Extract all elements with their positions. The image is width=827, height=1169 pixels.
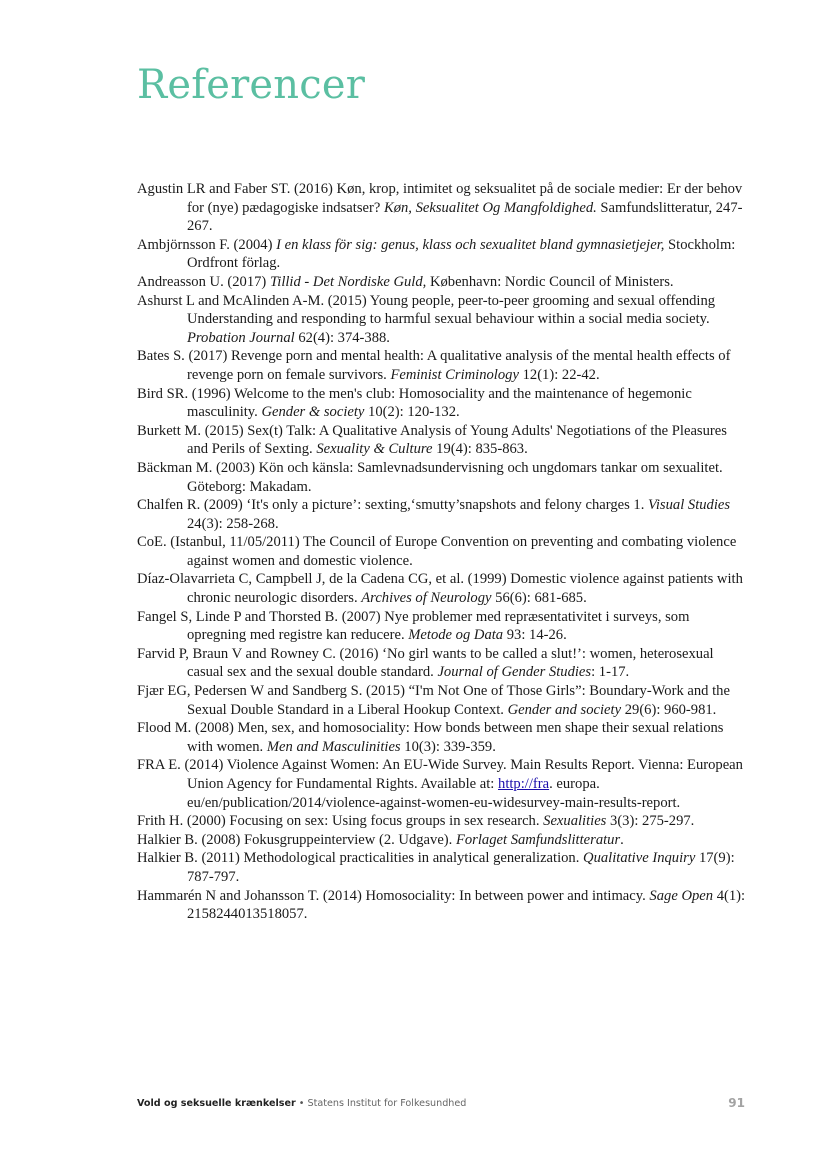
reference-entry — [137, 756, 747, 812]
reference-source-title: Sexualities — [543, 813, 607, 830]
reference-text: 4(1): 2158244013518057. — [187, 887, 746, 923]
reference-source-title: Forlaget Samfundslitteratur — [455, 831, 621, 848]
reference-entry — [137, 496, 747, 533]
reference-text: Bäckman M. (2003) Kön och känsla: Samlevnadsundervisning och ungdomars tankar om sexualitet. Göteborg: Makadam. — [137, 459, 723, 495]
reference-entry — [137, 180, 747, 236]
reference-text: Ambjörnsson F. (2004) — [137, 236, 277, 253]
footer-source — [137, 1098, 466, 1109]
reference-text: Chalfen R. (2009) ‘It's only a picture’: sexting,‘smutty’snapshots and felony charges 1. — [137, 497, 649, 514]
reference-text: Andreasson U. (2017) — [137, 273, 270, 290]
reference-text: 62(4): 374-388. — [294, 329, 390, 346]
footer-report-title: Vold og seksuelle krænkelser — [137, 1098, 296, 1109]
reference-text: Frith H. (2000) Focusing on sex: Using focus groups in sex research. — [137, 813, 544, 830]
reference-text: 24(3): 258-268. — [187, 515, 279, 532]
reference-text: 29(6): 960-981. — [621, 701, 717, 718]
reference-text: CoE. (Istanbul, 11/05/2011) The Council of Europe Convention on preventing and combating violence against women and domestic violence. — [137, 534, 737, 569]
reference-entry — [137, 385, 747, 422]
reference-text: FRA E. (2014) Violence Against Women: An EU-Wide Survey. Main Results Report. Vienna: European Union Agency for Fundamental Rights. Available at: — [137, 757, 743, 792]
reference-text: Díaz-Olavarrieta C, Campbell J, de la Cadena CG, et al. (1999) Domestic violence against patients with chronic neurologic disorders. — [137, 571, 743, 607]
reference-entry — [137, 831, 747, 850]
reference-text: Fjær EG, Pedersen W and Sandberg S. (2015) “I'm Not One of Those Girls”: Boundary-Work and the Sexual Double Standard in a Liberal Hookup Context. — [137, 683, 730, 718]
reference-text: Farvid P, Braun V and Rowney C. (2016) ‘No girl wants to be called a slut!’: women, heterosexual casual sex and the sexual double standard. — [137, 645, 714, 681]
reference-text: 10(2): 120-132. — [364, 404, 460, 421]
reference-entry — [137, 292, 747, 348]
reference-entry — [137, 347, 747, 384]
reference-text: 17(9): 787-797. — [187, 850, 735, 885]
reference-text: 19(4): 835-863. — [432, 441, 528, 458]
reference-entry — [137, 812, 747, 831]
reference-entry — [137, 236, 747, 273]
reference-source-title: Sage Open — [649, 887, 714, 904]
reference-link[interactable]: http://fra — [498, 776, 550, 792]
reference-source-title: Feminist Criminology — [390, 366, 519, 383]
reference-entry — [137, 887, 747, 924]
reference-source-title: Gender and society — [507, 701, 622, 718]
page-footer — [137, 1096, 745, 1112]
reference-source-title: Journal of Gender Studies — [437, 664, 592, 681]
reference-entry — [137, 533, 747, 570]
reference-entry — [137, 608, 747, 645]
reference-list — [137, 180, 747, 924]
reference-text: København: Nordic Council of Ministers. — [426, 273, 674, 290]
reference-text: Hammarén N and Johansson T. (2014) Homosociality: In between power and intimacy. — [137, 887, 650, 904]
reference-text: Flood M. (2008) Men, sex, and homosociality: How bonds between men shape their sexual relations with women. — [137, 720, 724, 755]
reference-entry — [137, 273, 747, 292]
reference-text: Bates S. (2017) Revenge porn and mental health: A qualitative analysis of the mental health effects of revenge porn on female survivors. — [137, 348, 731, 383]
reference-entry — [137, 719, 747, 756]
reference-text: Burkett M. (2015) Sex(t) Talk: A Qualitative Analysis of Young Adults' Negotiations of the Pleasures and Perils of Sexting. — [137, 422, 727, 458]
reference-entry — [137, 570, 747, 607]
page-number: 91 — [728, 1096, 745, 1110]
reference-source-title: Køn, Seksualitet Og Mangfoldighed. — [383, 199, 597, 216]
reference-source-title: Gender & society — [261, 404, 365, 421]
reference-text: Halkier B. (2011) Methodological practicalities in analytical generalization. — [137, 850, 584, 867]
reference-source-title: Qualitative Inquiry — [583, 850, 696, 867]
reference-source-title: Visual Studies — [648, 497, 731, 514]
reference-source-title: Tillid - Det Nordiske Guld, — [269, 273, 427, 290]
reference-text: Ashurst L and McAlinden A-M. (2015) Young people, peer-to-peer grooming and sexual offending Understanding and responding to harmful sexual behaviour within a social media society. — [137, 292, 716, 328]
page-title: Referencer — [137, 62, 366, 108]
reference-entry — [137, 849, 747, 886]
reference-entry — [137, 459, 747, 496]
reference-source-title: Probation Journal — [187, 329, 295, 346]
reference-text: 3(3): 275-297. — [606, 813, 695, 830]
reference-text: 93: 14-26. — [503, 627, 567, 644]
reference-text: 12(1): 22-42. — [518, 366, 600, 383]
reference-text: : 1-17. — [591, 664, 630, 681]
reference-text: Agustin LR and Faber ST. (2016) Køn, krop, intimitet og seksualitet på de sociale medier: Er der behov for (nye) pædagogiske indsatser? — [137, 181, 743, 216]
reference-text: Fangel S, Linde P and Thorsted B. (2007) Nye problemer med repræsentativitet i surveys, som opregning med registre kan reducere. — [137, 608, 690, 644]
reference-text: . europa. eu/en/publication/2014/violence-against-women-eu-widesurvey-main-results-report. — [187, 776, 681, 811]
reference-text: . — [620, 831, 624, 848]
reference-source-title: I en klass för sig: genus, klass och sexualitet bland gymnasietjejer, — [276, 236, 665, 253]
footer-institute: Statens Institut for Folkesundhed — [307, 1098, 467, 1109]
reference-entry — [137, 645, 747, 682]
reference-text: 10(3): 339-359. — [400, 738, 496, 755]
reference-source-title: Men and Masculinities — [266, 738, 401, 755]
reference-source-title: Sexuality & Culture — [316, 441, 433, 458]
reference-entry — [137, 682, 747, 719]
reference-source-title: Metode og Data — [408, 627, 504, 644]
reference-source-title: Archives of Neurology — [361, 590, 492, 607]
reference-text: Halkier B. (2008) Fokusgruppeinterview (2. Udgave). — [137, 831, 456, 848]
reference-text: Bird SR. (1996) Welcome to the men's club: Homosociality and the maintenance of hegemonic masculinity. — [137, 385, 692, 421]
footer-separator: • — [295, 1098, 308, 1109]
reference-text: 56(6): 681-685. — [491, 590, 587, 607]
reference-text: Stockholm: Ordfront förlag. — [187, 236, 736, 272]
reference-entry — [137, 422, 747, 459]
reference-text: Samfundslitteratur, 247-267. — [187, 199, 743, 235]
